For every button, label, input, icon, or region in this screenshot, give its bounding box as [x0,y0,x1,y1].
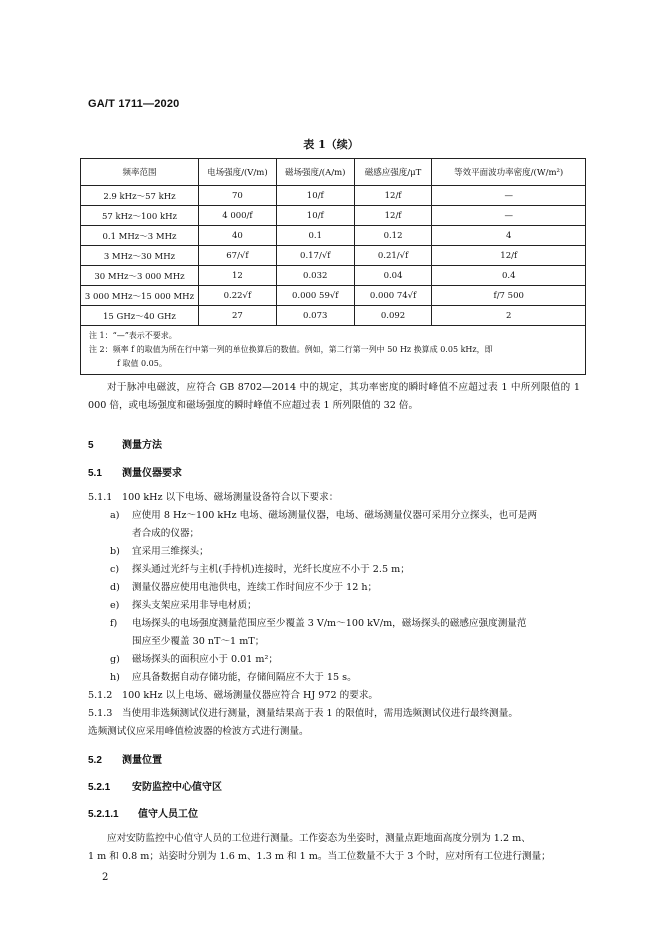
list-label: b) [110,546,120,557]
list-text: 应具备数据自动存储功能，存储间隔应不大于 15 s。 [132,672,357,683]
table-cell: 0.4 [432,266,586,286]
intro-paragraph: 对于脉冲电磁波，应符合 GB 8702—2014 中的规定，其功率密度的瞬时峰值不应超过表 1 中所列限值的 1 000 倍，或电场强度和磁场强度的瞬时峰值不应超过表 1 所列限值的 32 倍。 [88,382,580,411]
list-item-a [110,507,537,521]
table-cell: 2.9 kHz～57 kHz [81,186,199,206]
list-text: 应使用 8 Hz～100 kHz 电场、磁场测量仪器，电场、磁场测量仪器可采用分立探头，也可是两 [132,510,538,521]
section-number: 5.1 [88,468,102,479]
table-cell: 15 GHz～40 GHz [81,306,199,326]
list-item-g [110,651,278,665]
section-number: 5.2 [88,755,102,766]
limits-table [80,158,586,375]
table-row [81,246,586,266]
table-header-row [81,159,586,186]
table-cell: 12/f [354,206,432,226]
table-cell: 10/f [276,186,354,206]
section-title: 安防监控中心值守区 [132,782,222,793]
table-cell: 4 [432,226,586,246]
section-5-2-1-heading [88,778,222,793]
table-cell: 70 [198,186,276,206]
table-row [81,186,586,206]
table-cell: 3 000 MHz～15 000 MHz [81,286,199,306]
col-header-electric-field: 电场强度/(V/m) [198,159,276,186]
list-text: 测量仪器应使用电池供电，连续工作时间应不少于 12 h； [132,582,378,593]
list-item-f [110,615,527,629]
list-text: 者合成的仪器； [132,528,200,539]
list-label: f) [110,618,118,629]
table-row [81,306,586,326]
col-header-magnetic-field: 磁场强度/(A/m) [276,159,354,186]
list-item-f-continued [110,633,264,647]
table-row [81,286,586,306]
standard-code: GA/T 1711—2020 [88,98,180,110]
table-notes [81,326,586,375]
table-cell: 2 [432,306,586,326]
table-cell: — [432,206,586,226]
table-cell: 0.092 [354,306,432,326]
clause-5-1-3 [88,705,518,719]
section-title: 测量方法 [122,440,162,451]
clause-number: 5.1.2 [88,690,113,701]
table-note-1: 注 1：“—”表示不要求。 [89,331,177,340]
table-cell: 12/f [432,246,586,266]
table-cell: 0.000 74√f [354,286,432,306]
clause-5-1-1 [88,489,338,503]
list-text: 电场探头的电场强度测量范围应至少覆盖 3 V/m～100 kV/m，磁场探头的磁感应强度测量范 [132,618,527,629]
list-label: d) [110,582,120,593]
section-number: 5 [88,440,94,451]
table-cell: 0.22√f [198,286,276,306]
list-item-e [110,597,257,611]
list-text: 探头支架应采用非导电材质； [132,600,257,611]
list-text: 探头通过光纤与主机(手持机)连接时，光纤长度应不小于 2.5 m； [132,564,410,575]
section-title: 测量仪器要求 [122,468,182,479]
table-cell: 0.000 59√f [276,286,354,306]
table-cell: 0.1 [276,226,354,246]
table-cell: 40 [198,226,276,246]
list-label: e) [110,600,120,611]
table-row [81,206,586,226]
table-cell: 0.17/√f [276,246,354,266]
section-5-2-heading [88,751,162,766]
list-label: a) [110,510,120,521]
section-5-heading [88,436,162,451]
clause-text: 100 kHz 以下电场、磁场测量设备符合以下要求： [122,492,339,503]
list-label: h) [110,672,120,683]
list-item-b [110,543,209,557]
table-cell: 12 [198,266,276,286]
table-cell: 12/f [354,186,432,206]
page-number: 2 [102,872,109,883]
table-cell: 0.12 [354,226,432,246]
list-label: c) [110,564,120,575]
section-title: 测量位置 [122,755,162,766]
clause-number: 5.1.3 [88,708,113,719]
table-title: 表 1（续） [303,138,359,151]
table-cell: 0.21/√f [354,246,432,266]
list-item-a-continued [110,525,199,539]
col-header-power-density: 等效平面波功率密度/(W/m²) [432,159,586,186]
table-cell: 67/√f [198,246,276,266]
table-row [81,266,586,286]
clause-text: 当使用非选频测试仪进行测量，测量结果高于表 1 的限值时，需用选频测试仪进行最终测量。 [122,708,518,719]
section-5-1-heading [88,464,182,479]
table-cell: 0.04 [354,266,432,286]
table-cell: 27 [198,306,276,326]
list-item-h [110,669,357,683]
table-cell: 4 000/f [198,206,276,226]
table-cell: f/7 500 [432,286,586,306]
section-number: 5.2.1.1 [88,809,119,820]
table-row [81,226,586,246]
table-cell: 0.1 MHz～3 MHz [81,226,199,246]
section-5-2-1-1-heading [88,805,198,820]
table-cell: 0.073 [276,306,354,326]
list-text: 磁场探头的面积应小于 0.01 m²； [132,654,278,665]
list-item-c [110,561,410,575]
clause-number: 5.1.1 [88,492,113,503]
clause-text: 100 kHz 以上电场、磁场测量仪器应符合 HJ 972 的要求。 [122,690,379,701]
col-header-frequency: 频率范围 [81,159,199,186]
table-cell: — [432,186,586,206]
section-number: 5.2.1 [88,782,111,793]
table-cell: 30 MHz～3 000 MHz [81,266,199,286]
table-note-2: 注 2：频率 f 的取值为所在行中第一列的单位换算后的数值。例如，第二行第一列中 50 Hz 换算成 0.05 kHz，即 [89,345,493,354]
col-header-magnetic-induction: 磁感应强度/μT [354,159,432,186]
list-text: 宜采用三维探头； [132,546,209,557]
clause-5-1-2 [88,687,378,701]
table-cell: 0.032 [276,266,354,286]
table-cell: 3 MHz～30 MHz [81,246,199,266]
table-notes-row [81,326,586,375]
clause-5-1-3-continued: 选频测试仪应采用峰值检波器的检波方式进行测量。 [88,726,309,737]
table-cell: 10/f [276,206,354,226]
clause-5-2-1-1-text-continued: 1 m 和 0.8 m；站姿时分别为 1.6 m、1.3 m 和 1 m。当工位数量不大于 3 个时，应对所有工位进行测量； [88,851,551,862]
section-title: 值守人员工位 [138,809,198,820]
clause-5-2-1-1-text: 应对安防监控中心值守人员的工位进行测量。工作姿态为坐姿时，测量点距地面高度分别为 1.2 m、 [107,833,531,844]
list-text: 围应至少覆盖 30 nT～1 mT； [132,636,265,647]
table-note-2-continued: f 取值 0.05。 [117,359,167,368]
list-item-d [110,579,377,593]
table-cell: 57 kHz～100 kHz [81,206,199,226]
list-label: g) [110,654,120,665]
